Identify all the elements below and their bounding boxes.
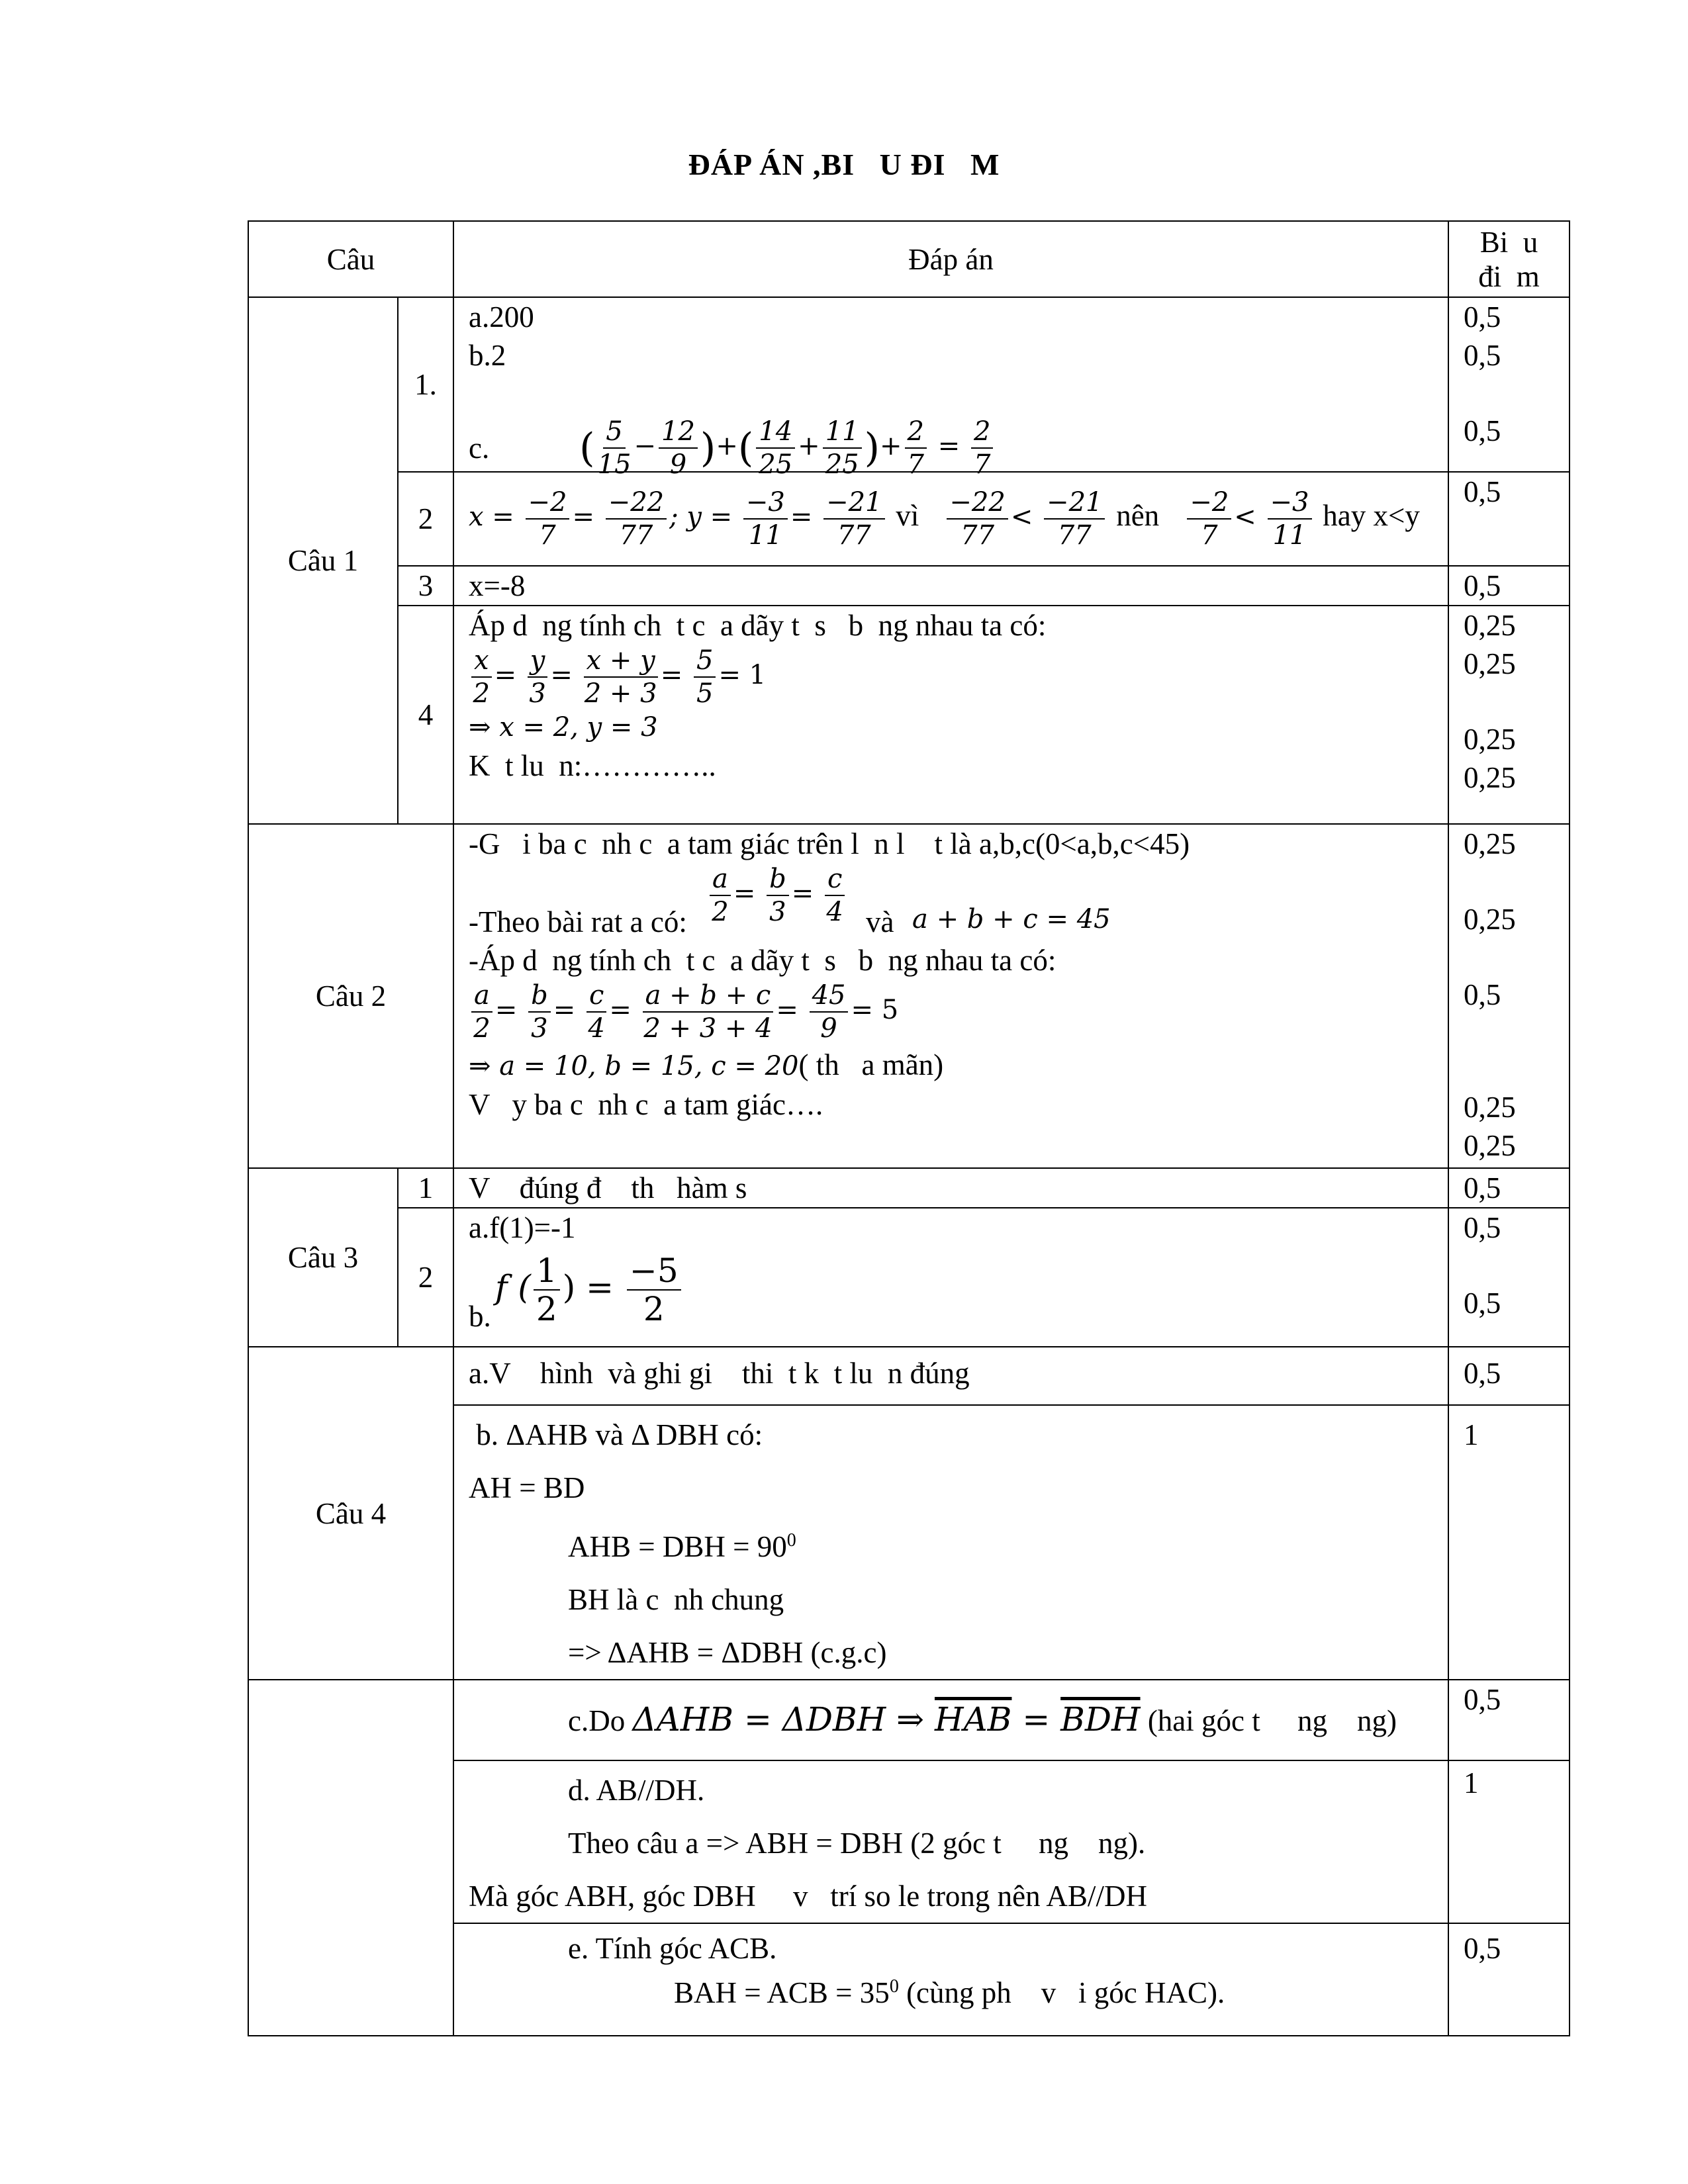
- answer-line: BAH = ACB = $35^0$ (cùng ph v i góc HAC).: [674, 1976, 1225, 2009]
- answer-text: -Theo bài rat a có:: [469, 905, 687, 938]
- answer-line: b.2: [469, 339, 506, 372]
- score: 0,5: [1464, 978, 1501, 1011]
- part-number: 3: [398, 566, 453, 606]
- table-row: [248, 606, 1570, 824]
- score: 1: [1464, 1766, 1479, 1799]
- answer-line: AHB = DBH = $90^0$: [568, 1530, 796, 1563]
- score-cell: [1448, 606, 1570, 824]
- part-number: 1: [398, 1168, 453, 1208]
- answer-cell: [453, 606, 1448, 824]
- answer-cell: [453, 297, 1448, 480]
- answer-line: c.Do ΔAHB = ΔDBH ⇒ $\overline{HAB} = \overline{BDH}$ (hai góc t ng ng): [568, 1700, 1397, 1739]
- answer-line: a.f(1)=-1: [469, 1211, 576, 1244]
- score-cell: [1448, 472, 1570, 566]
- score: 0,25: [1464, 761, 1516, 794]
- score: 0,25: [1464, 903, 1516, 936]
- score: 0,5: [1464, 339, 1501, 372]
- answer-line: V y ba c nh c a tam giác….: [469, 1088, 823, 1121]
- score: 0,25: [1464, 827, 1516, 860]
- expression-b: [469, 1247, 1433, 1340]
- score: 0,5: [1464, 300, 1501, 334]
- header-answer: Đáp án: [453, 221, 1448, 297]
- score: 1: [1464, 1418, 1479, 1451]
- answer-line: b. ΔAHB và Δ DBH có:: [469, 1418, 763, 1451]
- expression-c: [469, 375, 1433, 480]
- header-score-line1: Bi u: [1479, 225, 1538, 259]
- math-expression: ⇒ x = 2, y = 3: [469, 712, 658, 743]
- answer-cell: [453, 1760, 1448, 1923]
- score-cell: [1448, 297, 1570, 472]
- score: 0,25: [1464, 723, 1516, 756]
- table-row: [248, 1208, 1570, 1347]
- score-cell: [1448, 1680, 1570, 1760]
- part-number: 4: [398, 606, 453, 824]
- score-cell: [1448, 1347, 1570, 1405]
- ratio-line: [469, 863, 1433, 941]
- score: 0,5: [1464, 1357, 1501, 1390]
- header-question: Câu: [248, 221, 453, 297]
- table-row: [248, 566, 1570, 606]
- answer-cell: [453, 1923, 1448, 2036]
- header-score-line2: đi m: [1478, 259, 1540, 293]
- answer-line: e. Tính góc ACB.: [568, 1932, 777, 1965]
- answer-line: -Áp d ng tính ch t c a dãy t s b ng nhau ta có:: [469, 944, 1056, 977]
- answer-line: d. AB//DH.: [568, 1774, 705, 1807]
- answer-line: Mà góc ABH, góc DBH v trí so le trong nên AB//DH: [469, 1880, 1147, 1913]
- answer-line: a.200: [469, 300, 534, 334]
- math-expression: $\frac{a}{2}$ = $\frac{b}{3}$ = $\frac{c}{4}$ = $\frac{a + b + c}{2 + 3 + 4}$ = $\frac{45}{9}$ = 5: [469, 979, 1433, 1046]
- answer-line: V đúng đ th hàm s: [469, 1171, 747, 1205]
- score: 0,5: [1464, 569, 1501, 602]
- question-label-cau4: Câu 4: [248, 1347, 453, 1680]
- answer-table: [248, 220, 1570, 2036]
- table-row: [248, 1168, 1570, 1208]
- answer-line: BH là c nh chung: [568, 1583, 784, 1616]
- math-expression: $\frac{a}{2}$ = $\frac{b}{3}$ = $\frac{c}{4}$: [707, 863, 847, 928]
- score: 0,25: [1464, 1129, 1516, 1162]
- question-label-cau2: Câu 2: [248, 824, 453, 1168]
- part-number: 1.: [398, 297, 453, 472]
- score: 0,5: [1464, 1683, 1501, 1716]
- score: 0,25: [1464, 609, 1516, 642]
- table-row: [248, 1347, 1570, 1405]
- answer-line: a.V hình và ghi gi thi t k t lu n đúng: [469, 1357, 970, 1390]
- score-cell: [1448, 1760, 1570, 1923]
- answer-line: ⇒ a = 10, b = 15, c = 20( th a mãn): [469, 1048, 944, 1081]
- part-number: 2: [398, 472, 453, 566]
- answer-line: => ΔAHB = ΔDBH (c.g.c): [568, 1636, 887, 1669]
- score: 0,5: [1464, 1932, 1501, 1965]
- score-cell: [1448, 1405, 1570, 1680]
- score-cell: [1448, 1923, 1570, 2036]
- table-row: [248, 297, 1570, 472]
- answer-prefix: b.: [469, 1300, 491, 1333]
- part-number: 2: [398, 1208, 453, 1347]
- answer-cell: [453, 1680, 1448, 1760]
- answer-text: và: [866, 905, 894, 938]
- score: 0,25: [1464, 1091, 1516, 1124]
- header-score: [1448, 221, 1570, 297]
- answer-line: AH = BD: [469, 1471, 585, 1504]
- answer-line: -G i ba c nh c a tam giác trên l n l t là a,b,c(0<a,b,c<45): [469, 827, 1190, 860]
- question-label-cau1: Câu 1: [248, 297, 398, 824]
- math-expression: x = $\frac{-2}{7}$ = $\frac{-22}{77}$ ; y = $\frac{-3}{11}$ = $\frac{-21}{77}$ vì $\frac{-22}{77}$ < $\frac{-21}{77}$ nên $\frac{-2}{7}$ < $\frac{-3}{11}$ hay x<y: [469, 487, 1420, 551]
- table-row: [248, 824, 1570, 1168]
- table-header-row: [248, 221, 1570, 297]
- question-label-cau3: Câu 3: [248, 1168, 398, 1347]
- math-expression: f ( $\frac{1}{2}$ ) = $\frac{-5}{2}$: [495, 1252, 684, 1328]
- math-expression: a + b + c = 45: [912, 904, 1111, 934]
- answer-cell: [453, 824, 1448, 1168]
- answer-cell: [453, 1405, 1448, 1680]
- question-label-empty: [248, 1680, 453, 2036]
- score-cell: [1448, 1168, 1570, 1208]
- answer-cell: [453, 566, 1448, 606]
- answer-line: Áp d ng tính ch t c a dãy t s b ng nhau ta có:: [469, 609, 1047, 642]
- score: 0,25: [1464, 647, 1516, 680]
- answer-cell: [453, 1347, 1448, 1405]
- score: 0,5: [1464, 1211, 1501, 1244]
- score-cell: [1448, 566, 1570, 606]
- math-expression: ( $\frac{5}{15}$ − $\frac{12}{9}$ )+( $\frac{14}{25}$ + $\frac{11}{25}$ )+ $\frac{2}{7}$ = $\frac{2}{7}$: [495, 377, 996, 519]
- answer-line: Theo câu a => ABH = DBH (2 góc t ng ng).: [568, 1827, 1146, 1860]
- score: 0,5: [1464, 1171, 1501, 1205]
- answer-line: x=-8: [469, 569, 526, 602]
- table-row: [248, 1680, 1570, 1760]
- score: 0,5: [1464, 1287, 1501, 1320]
- answer-line: K t lu n:…………..: [469, 749, 716, 782]
- answer-prefix: c.: [469, 432, 490, 465]
- answer-cell: [453, 1208, 1448, 1347]
- answer-cell: [453, 1168, 1448, 1208]
- score-cell: [1448, 1208, 1570, 1347]
- score: 0,5: [1464, 475, 1501, 508]
- page-title: ĐÁP ÁN ,BI U ĐI M: [688, 148, 1000, 181]
- math-expression: $\frac{x}{2}$ = $\frac{y}{3}$ = $\frac{x + y}{2 + 3}$ = $\frac{5}{5}$ = 1: [469, 645, 1433, 708]
- score-cell: [1448, 824, 1570, 1168]
- score: 0,5: [1464, 414, 1501, 447]
